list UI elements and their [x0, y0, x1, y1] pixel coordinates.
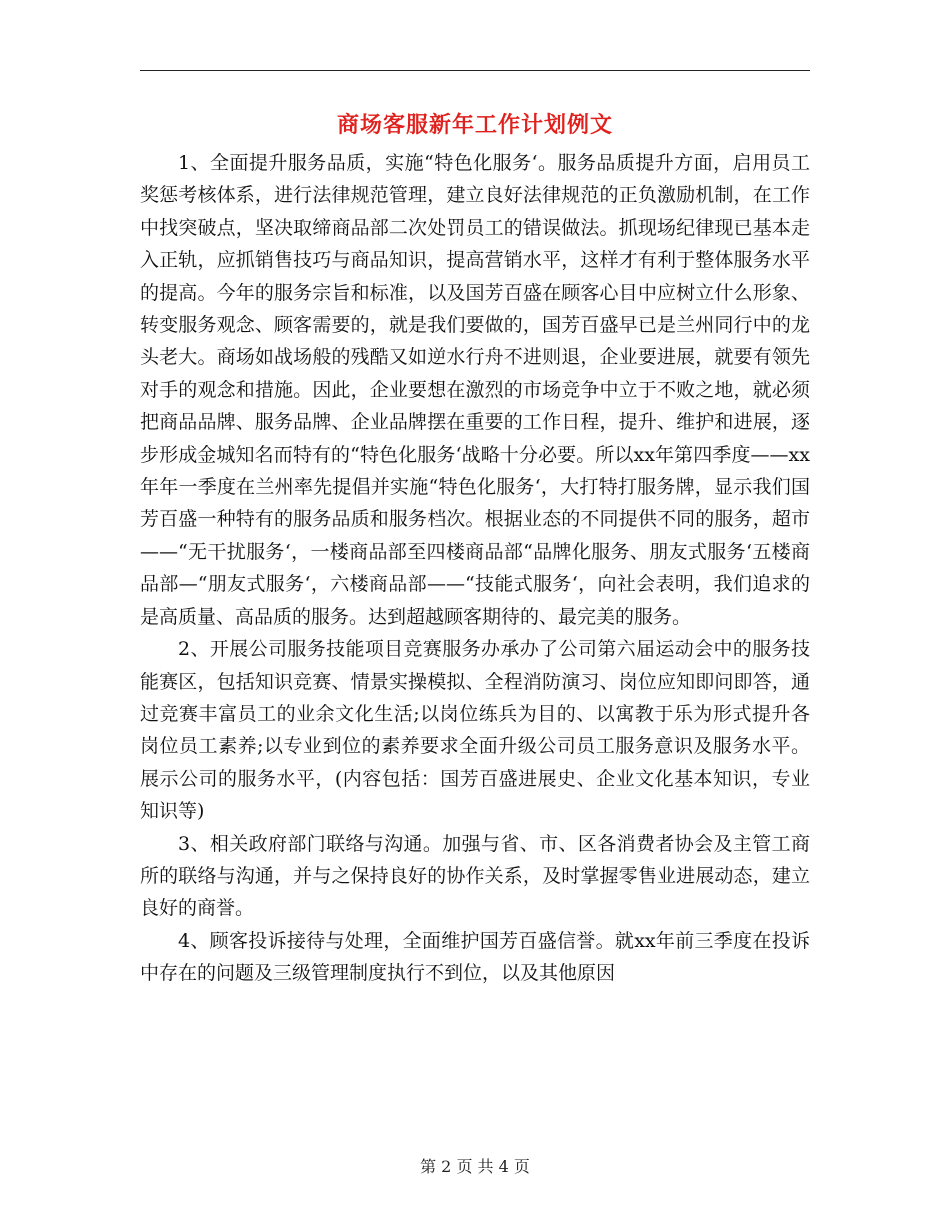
- header-rule: [140, 70, 810, 71]
- document-body: [140, 147, 810, 990]
- page-number-footer: 第 2 页 共 4 页: [420, 1157, 530, 1176]
- paragraph-4: 4、顾客投诉接待与处理，全面维护国芳百盛信誉。就xx年前三季度在投诉中存在的问题及三级管理制度执行不到位，以及其他原因: [140, 929, 810, 985]
- document-title: 商场客服新年工作计划例文: [336, 112, 613, 138]
- paragraph-1: 1、全面提升服务品质，实施“特色化服务‘。服务品质提升方面，启用员工奖惩考核体系，进行法律规范管理，建立良好法律规范的正负激励机制，在工作中找突破点，坚决取缔商品部二次处罚员工的错误做法。抓现场纪律现已基本走入正轨，应抓销售技巧与商品知识，提高营销水平，这样才有利于整体服务水平的提高。今年的服务宗旨和标准，以及国芳百盛在顾客心目中应树立什么形象、转变服务观念、顾客需要的，就是我们要做的，国芳百盛早已是兰州同行中的龙头老大。商场如战场般的残酷又如逆水行舟不进则退，企业要进展，就要有领先对手的观念和措施。因此，企业要想在激烈的市场竞争中立于不败之地，就必须把商品品牌、服务品牌、企业品牌摆在重要的工作日程，提升、维护和进展，逐步形成金城知名而特有的“特色化服务‘战略十分必要。所以xx年第四季度——xx年年一季度在兰州率先提倡并实施“特色化服务‘，大打特打服务牌，显示我们国芳百盛一种特有的服务品质和服务档次。根据业态的不同提供不同的服务，超市——“无干扰服务‘，一楼商品部至四楼商品部“品牌化服务、朋友式服务‘五楼商品部—“朋友式服务‘，六楼商品部——“技能式服务‘，向社会表明，我们追求的是高质量、高品质的服务。达到超越顾客期待的、最完美的服务。: [140, 152, 810, 628]
- paragraph-3: 3、相关政府部门联络与沟通。加强与省、市、区各消费者协会及主管工商所的联络与沟通，并与之保持良好的协作关系，及时掌握零售业进展动态，建立良好的商誉。: [140, 832, 810, 920]
- paragraph-2: 2、开展公司服务技能项目竞赛服务办承办了公司第六届运动会中的服务技能赛区，包括知识竞赛、情景实操模拟、全程消防演习、岗位应知即问即答，通过竞赛丰富员工的业余文化生活;以岗位练兵为目的、以寓教于乐为形式提升各岗位员工素养;以专业到位的素养要求全面升级公司员工服务意识及服务水平。展示公司的服务水平，(内容包括：国芳百盛进展史、企业文化基本知识，专业知识等): [140, 638, 810, 823]
